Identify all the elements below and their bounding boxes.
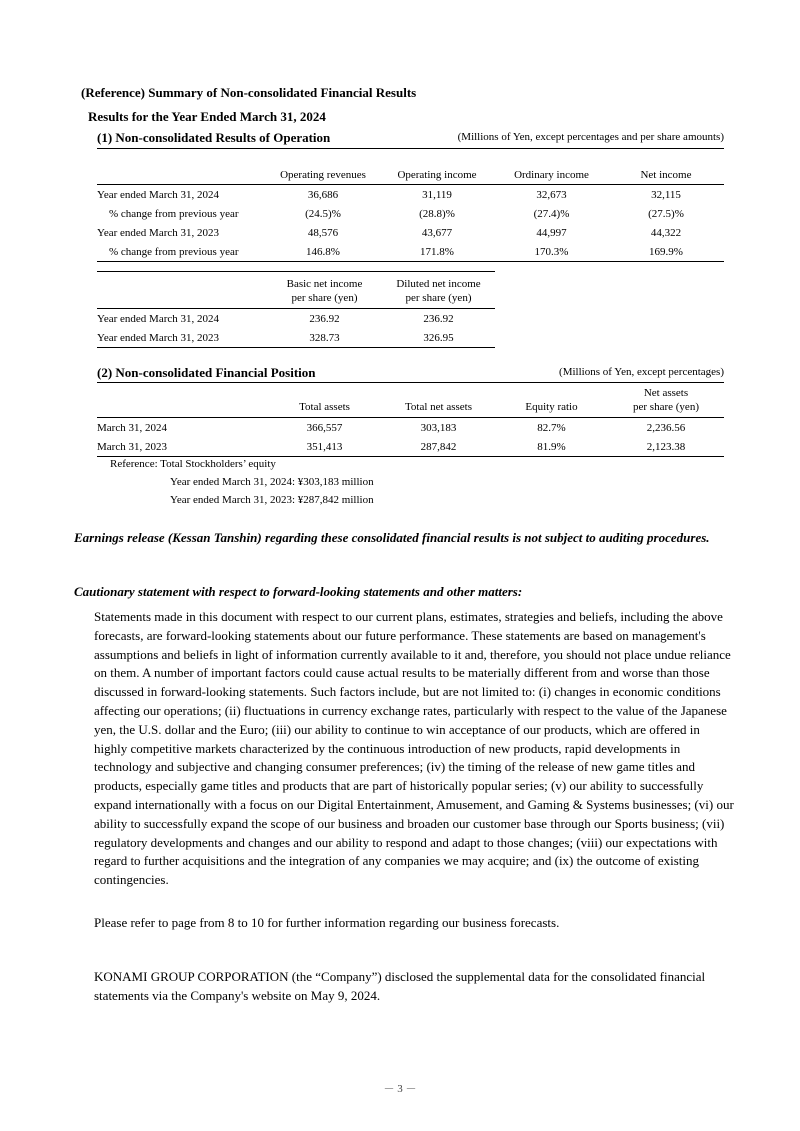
cell-value: (27.4)%	[533, 207, 570, 220]
section2-unit-note: (Millions of Yen, except percentages)	[559, 366, 724, 378]
table-header-row	[97, 149, 724, 185]
header-line: Basic net income	[286, 278, 363, 290]
table-row	[97, 204, 724, 223]
supplemental-data-note: KONAMI GROUP CORPORATION (the “Company”) disclosed the supplemental data for the consolidated financial statements via the Company's website on May 9, 2024.	[94, 969, 706, 1003]
row-label: % change from previous year	[109, 207, 239, 220]
cell-value: 170.3%	[495, 242, 608, 262]
cell-value: 82.7%	[537, 421, 566, 434]
cell-value: 303,183	[420, 421, 457, 434]
page-number: － 3 －	[383, 1083, 417, 1095]
audit-note: Earnings release (Kessan Tanshin) regarding these consolidated financial results is not subject to auditing procedures.	[74, 530, 710, 545]
cell-value: 169.9%	[608, 242, 724, 262]
table-header-row	[97, 383, 724, 418]
per-share-table	[97, 271, 495, 348]
cell-value: 328.73	[267, 328, 382, 348]
table-row	[97, 328, 495, 348]
header-line: Diluted net income	[396, 278, 481, 290]
header-operating-revenues: Operating revenues	[267, 149, 379, 185]
table-header-row	[97, 272, 495, 309]
reference-2024: Year ended March 31, 2024: ¥303,183 million	[170, 476, 374, 488]
cell-value: (24.5)%	[305, 207, 341, 220]
cell-value: 2,123.38	[608, 437, 724, 457]
header-blank	[97, 383, 267, 418]
header-line: Net assets	[643, 387, 689, 399]
cell-value: (28.8)%	[419, 207, 455, 220]
table-row	[97, 185, 724, 205]
cell-value: 44,322	[650, 226, 682, 239]
reference-2023: Year ended March 31, 2023: ¥287,842 million	[170, 494, 374, 506]
cell-value: 48,576	[307, 226, 339, 239]
cautionary-body: Statements made in this document with respect to our current plans, estimates, strategies and beliefs, including the above forecasts, are forward-looking statements about our future performance. These statements are based on management's assumptions and beliefs in light of information currently available to it and, therefore, you should not place undue reliance on them. A number of important factors could cause actual results to be materially different from and worse than those discussed in forward-looking statements. Such factors include, but are not limited to: (i) changes in economic conditions affecting our operations; (ii) fluctuations in currency exchange rates, particularly with respect to the value of the Japanese yen, the U.S. dollar and the Euro; (iii) our ability to continue to win acceptance of our products, which are offered in highly competitive markets characterized by the continuous introduction of new products, rapid developments in technology and subjective and changing consumer preferences; (iv) the timing of the release of new game titles and products, especially game titles and products that are part of historically popular series; (v) our ability to successfully expand internationally with a focus on our Digital Entertainment, Amusement, and Gaming & Systems businesses; (vi) our ability to successfully expand the scope of our business and broaden our customer base through our Sports business; (vii) regulatory developments and changes and our ability to respond and adapt to those changes; (viii) our expectations with regard to further acquisitions and the integration of any companies we may acquire; and (ix) the outcome of existing contingencies.	[94, 609, 734, 888]
financial-position-table	[97, 382, 724, 457]
cell-value: 32,115	[651, 188, 681, 201]
row-label: March 31, 2023	[97, 437, 267, 457]
row-label: March 31, 2024	[97, 421, 167, 434]
cell-value: 351,413	[267, 437, 382, 457]
row-label: Year ended March 31, 2024	[97, 312, 219, 325]
header-blank	[97, 272, 267, 309]
cell-value: 171.8%	[379, 242, 495, 262]
cell-value: 32,673	[536, 188, 567, 201]
cell-value: (27.5)%	[648, 207, 684, 220]
cell-value: 366,557	[306, 421, 343, 434]
header-line: per share (yen)	[405, 292, 472, 304]
header-line: per share (yen)	[633, 401, 699, 413]
cautionary-title: Cautionary statement with respect to forward-looking statements and other matters:	[74, 584, 523, 599]
cell-value: 326.95	[382, 328, 495, 348]
header-line: per share (yen)	[291, 292, 358, 304]
cell-value: 36,686	[307, 188, 339, 201]
header-equity-ratio: Equity ratio	[495, 383, 608, 418]
header-total-net-assets: Total net assets	[382, 383, 495, 418]
cell-value: 44,997	[536, 226, 567, 239]
reference-label: Reference: Total Stockholders’ equity	[110, 458, 276, 470]
row-label: Year ended March 31, 2023	[97, 328, 267, 348]
results-of-operation-table	[97, 148, 724, 262]
forecast-reference: Please refer to page from 8 to 10 for further information regarding our business forecasts.	[94, 915, 560, 930]
results-heading: Results for the Year Ended March 31, 2024	[88, 109, 326, 124]
cell-value: 31,119	[422, 188, 452, 201]
section1-title: (1) Non-consolidated Results of Operation	[97, 130, 331, 145]
cell-value: 236.92	[309, 312, 340, 325]
cell-value: 287,842	[382, 437, 495, 457]
table-row	[97, 418, 724, 438]
header-net-assets-per-share	[608, 383, 724, 418]
row-label: Year ended March 31, 2024	[97, 188, 219, 201]
row-label: % change from previous year	[97, 242, 267, 262]
table-row	[97, 223, 724, 242]
header-blank	[97, 149, 267, 185]
section1-unit-note: (Millions of Yen, except percentages and per share amounts)	[457, 131, 724, 143]
header-basic-eps	[267, 272, 382, 309]
header-diluted-eps	[382, 272, 495, 309]
cell-value: 236.92	[423, 312, 454, 325]
header-operating-income: Operating income	[379, 149, 495, 185]
table-row	[97, 437, 724, 457]
header-total-assets: Total assets	[267, 383, 382, 418]
section2-title: (2) Non-consolidated Financial Position	[97, 365, 316, 380]
table-row	[97, 309, 495, 329]
table-row	[97, 242, 724, 262]
cell-value: 81.9%	[495, 437, 608, 457]
summary-heading: (Reference) Summary of Non-consolidated Financial Results	[81, 85, 417, 100]
header-net-income: Net income	[608, 149, 724, 185]
cell-value: 2,236.56	[646, 421, 686, 434]
cell-value: 146.8%	[267, 242, 379, 262]
row-label: Year ended March 31, 2023	[97, 226, 219, 239]
cell-value: 43,677	[421, 226, 453, 239]
header-ordinary-income: Ordinary income	[495, 149, 608, 185]
